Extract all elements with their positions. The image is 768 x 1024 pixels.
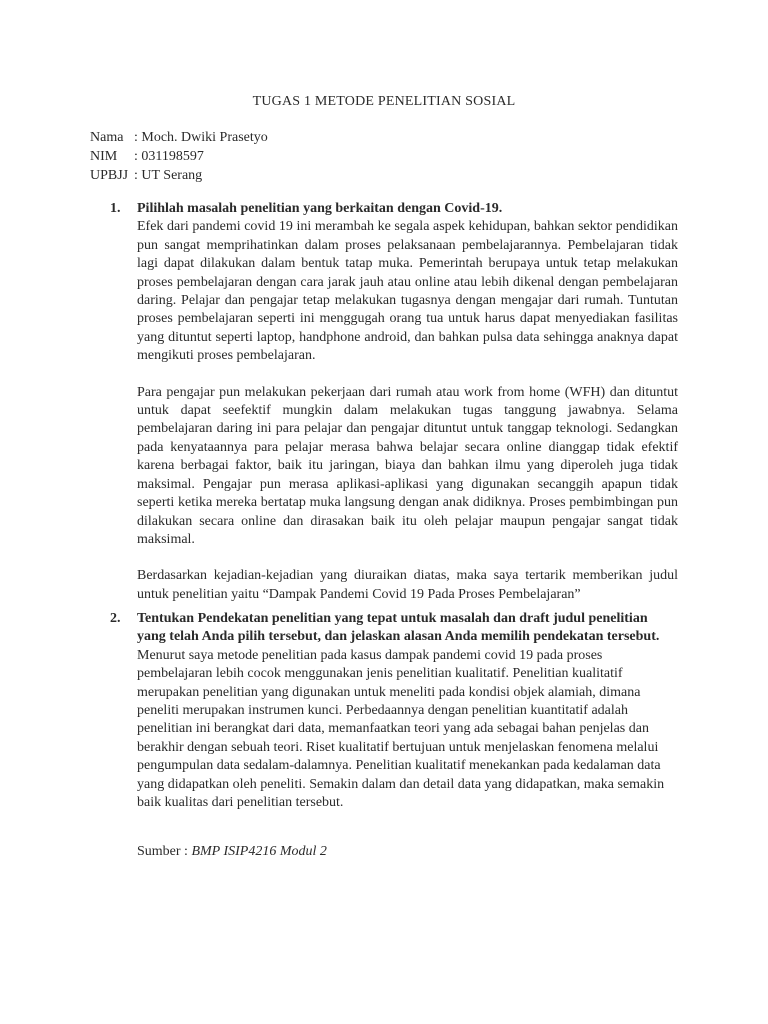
identity-block [90,128,268,185]
answer-paragraph: Para pengajar pun melakukan pekerjaan dari rumah atau work from home (WFH) dan dituntut untuk dapat seefektif mungkin dalam melakukan tugas tanggung jawabnya. Selama pembelajaran daring ini para pelajar dan pengajar dituntut untuk tanggap teknologi. Sedangkan pada kenyataannya para pelajar merasa bahwa belajar secara online dianggap tidak efektif karena berbagai faktor, baik itu jaringan, biaya dan bahkan ilmu yang diperoleh juga tidak maksimal. Pengajar pun merasa aplikasi-aplikasi yang digunakan secanggih apapun tidak seperti ketika mereka bertatap muka langsung dengan anak didiknya. Proses pembimbingan pun dilakukan secara online dan dirasakan baik itu oleh pelajar maupun pengajar sangat tidak maksimal. [137,384,678,547]
identity-value: : 031198597 [134,149,204,164]
question-text: Pilihlah masalah penelitian yang berkaitan dengan Covid-19. [137,201,503,216]
identity-row-upbjj [90,166,268,185]
answer-paragraph: Berdasarkan kejadian-kejadian yang diuraikan diatas, maka saya tertarik memberikan judul untuk penelitian yaitu “Dampak Pandemi Covid 19 Pada Proses Pembelajaran” [137,568,678,602]
identity-label: UPBJJ [90,168,129,183]
source-reference: BMP ISIP4216 Modul 2 [191,844,327,859]
source-citation [137,844,327,860]
question-section-2 [110,610,678,812]
question-text: Tentukan Pendekatan penelitian yang tepat untuk masalah dan draft judul penelitian yang telah Anda pilih tersebut, dan jelaskan alasan Anda memilih pendekatan tersebut. [137,611,660,645]
identity-value: : UT Serang [134,168,203,183]
identity-value: : Moch. Dwiki Prasetyo [134,130,268,145]
answer-paragraph: Efek dari pandemi covid 19 ini merambah ke segala aspek kehidupan, bahkan sektor pendidikan pun sangat memprihatinkan dalam proses pelaksanaan pembelajarannya. Pembelajaran tidak lagi dapat dilakukan dalam bentuk tatap muka. Pemerintah berupaya untuk tetap melakukan proses pembelajaran dengan cara jarak jauh atau online atau lebih dikenal dengan pembelajaran daring. Pelajar dan pengajar tetap melakukan tugasnya dengan mengajar dari rumah. Tuntutan proses pembelajaran seperti ini menggugah orang tua untuk harus dapat menyediakan fasilitas yang dituntut seperti laptop, handphone android, dan bahkan pulsa data sehingga anaknya dapat mengikuti proses pembelajaran. [137,219,678,364]
question-section-1 [110,200,678,604]
question-number: 2. [110,611,121,626]
source-label: Sumber : [137,844,192,859]
identity-label: NIM [90,149,118,164]
document-title: TUGAS 1 METODE PENELITIAN SOSIAL [252,94,516,109]
identity-row-nim [90,147,268,166]
question-number: 1. [110,201,121,216]
identity-row-name [90,128,268,147]
answer-paragraph: Menurut saya metode penelitian pada kasus dampak pandemi covid 19 pada proses pembelajaran lebih cocok menggunakan jenis penelitian kualitatif. Penelitian kualitatif merupakan penelitian yang digunakan untuk meneliti pada kondisi objek alamiah, dimana peneliti merupakan instrumen kunci. Perbedaannya dengan penelitian kuantitatif adalah penelitian ini berangkat dari data, memanfaatkan teori yang ada sebagai bahan penjelas dan berakhir dengan sebuah teori. Riset kualitatif bertujuan untuk menjelaskan fenomena melalui pengumpulan data sedalam-dalamnya. Penelitian kualitatif menekankan pada kedalaman data yang didapatkan oleh peneliti. Semakin dalam dan detail data yang didapatkan, maka semakin baik kualitas dari penelitian tersebut. [137,647,665,811]
identity-label: Nama [90,130,124,145]
